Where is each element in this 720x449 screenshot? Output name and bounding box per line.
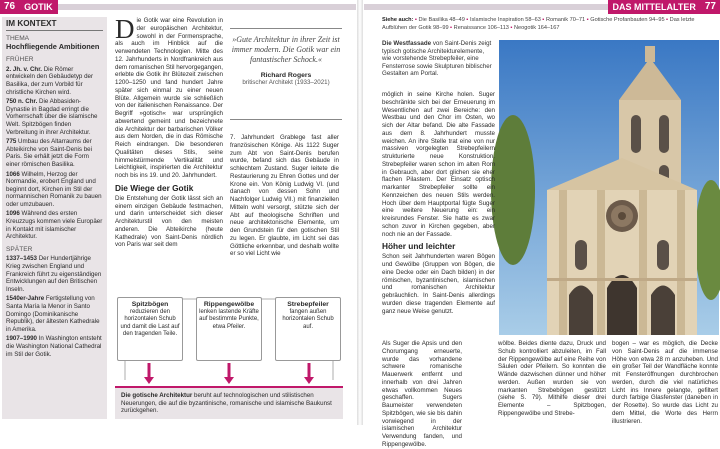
timeline-text: Während des ersten Kreuzzugs kommen viele Europäer in Kontakt mit islamischer Architektur. (6, 210, 103, 241)
box-title: Strebepfeiler (287, 301, 329, 308)
text-column-6 (612, 340, 718, 425)
arrow-down-icon (304, 377, 314, 384)
body-paragraph: Als Suger die Apsis und den Chorumgang erneuerte, wurde das vorhandene schwere romanische Mauerwerk entfernt und innerhalb von drei Jahren etwas vollkommen Neues geschaffen. Sugers Baumeister verwendeten Spitzbögen, wie sie bis dahin vorwiegend in der islamischen Architektur Verwendung fanden, und Rippengewölbe. (382, 340, 462, 448)
sidebar-title: IM KONTEXT (6, 20, 103, 31)
section-heading: Höher und leichter (382, 241, 456, 252)
conclusion-box (115, 386, 343, 419)
bullet-square-icon: ▪ (585, 17, 591, 23)
timeline-year: 1907–1990 (6, 335, 39, 343)
body-paragraph: Die Entstehung der Gotik lässt sich an einem einzigen Gebäude festmachen, und darin unterscheidet sich dieser Architekturstil von den meisten anderen. Die Abteikirche (heute Kathedrale) von Saint-Denis nördlich von Paris war seit dem (115, 194, 223, 249)
see-also-link[interactable]: Neogotik 164–167 (514, 24, 560, 31)
cathedral-photo (499, 40, 719, 335)
pointed-arch-box (117, 297, 183, 361)
caption-lead: Die Westfassade (382, 40, 432, 47)
earlier-timeline (6, 66, 103, 241)
see-also-link[interactable]: Romanik 70–71 (545, 17, 586, 23)
pull-quote (230, 28, 342, 120)
left-page-header (0, 0, 356, 14)
conclusion-lead: Die gotische Architektur (121, 392, 193, 399)
body-paragraph: möglich in seine Kirche holen. Suger beschränkte sich bei der Erneuerung im Wesentlichen auf zwei Bereiche: den Westbau und den Chor im Osten, wo sich der Altar befand. Die alte Fassade aus dem 8. Jahrhundert musste weichen. An ihre Stelle trat eine von nur massiven vorgelegten Strebepfeilern strukturierte neue Konstruktion. Strebepfeiler waren schon im alten Rom in Gebrauch, aber dort glichen sie eher flachen Pilastern. Der Einsatz optisch markanter Strebepfeiler sollte ein Kennzeichen des neuen Stils werden. Hoch über dem Hauptportal fügte Suger eine weitere Neuerung ein: ein kreisrundes Fenster. Sie hatte es zwar schon zuvor in Kirchen gegeben, aber noch nie an der Fassade. (382, 91, 495, 238)
timeline-text: Fertigstellung von Santa María la Menor in Santo Domingo (Dominikanische Republik), der ältesten Kathedrale in Amerika. (6, 295, 100, 333)
timeline-text: Der Hundertjährige Krieg zwischen England und Frankreich führt zu eigenständigen Entwicklungen auf den Britischen Inseln. (6, 255, 102, 293)
timeline-year: 1096 (6, 210, 22, 218)
box-text: lenken lastende Kräfte auf bestimmte Punkte, etwa Pfeiler. (199, 309, 259, 330)
timeline-text: Wilhelm, Herzog der Normandie, erobert England und beginnt dort, Kirchen im Stil der normannischen Romanik zu bauen oder umzubauen. (6, 170, 102, 208)
drop-cap: D (115, 14, 135, 44)
text-column-3 (382, 91, 495, 335)
see-also-label: Siehe auch: (382, 17, 414, 23)
intro-paragraph: ie Gotik war eine Revolution in der europäischen Architektur, sowohl in der Formensprache, als auch im Hinblick auf die verwendeten Technologien. Mitte des 12. Jahrhunderts in Nordfrankreich aus dem romanischen Stil hervorgegangen, erlebte die Gotik ihr Blütezeit zwischen 1200–1250 und fand hundert Jahre später sich einmal zu einer neuen Blüte. Allgemein wurde sie schließlich von der italienischen Renaissance. Der Begriff »gotisch« war ursprünglich abwertend gemeint und bezeichnete die Architektur der barbarischen Völker aus dem Norden, die in das Römische Reich eindrangen. Die besonderen Qualitäten dieses Stils, seine himmelstürmende Vertikalität und Leichtigkeit, inspirierten die Architektur noch bis ins 19. und 20. Jahrhundert. (115, 17, 224, 179)
section-heading: Die Wiege der Gotik (115, 182, 194, 193)
header-rule (364, 4, 608, 10)
later-timeline (6, 255, 103, 358)
right-page-header (364, 0, 720, 14)
body-paragraph: wölbe. Beides diente dazu, Druck und Schub kontrolliert abzuleiten, im Fall der Rippengewölbe auf eine Reihe von Säulen oder Pfeilern. So konnten die Wände dazwischen dünner und höher werden. Außen wurden sie von markanten Strebebögen gestützt (siehe S. 79). Mithilfe dieser drei Elemente – Spitzbogen, Rippengewölbe und Strebe- (498, 340, 606, 417)
theme-label: THEMA (6, 34, 30, 42)
see-also-list (382, 17, 716, 32)
bullet-square-icon: ▪ (448, 24, 454, 31)
timeline-year: 1540er-Jahre (6, 295, 46, 303)
bullet-square-icon: ▪ (540, 17, 546, 23)
quote-author: Richard Rogers (260, 72, 312, 79)
architecture-diagram (115, 285, 343, 385)
rib-vault-box (196, 297, 262, 361)
saint-denis-facade-image (499, 40, 719, 335)
text-column-1 (115, 14, 224, 279)
quote-text: »Gute Architektur in ihrer Zeit ist immer modern. Die Gotik war ein fantastischer Schock.« (231, 35, 341, 64)
bullet-square-icon: ▪ (464, 17, 470, 23)
timeline-entry (6, 138, 103, 168)
right-page-number: 77 (701, 0, 720, 14)
timeline-entry (6, 171, 103, 209)
text-column-2 (230, 134, 339, 279)
see-also-link[interactable]: Gotische Profanbauten 94–95 (590, 17, 665, 23)
body-paragraph: bogen – war es möglich, die Decke von Saint-Denis auf die immense Höhe von etwa 28 m anzuheben. Und ein großer Teil der Wandfläche konnte mit Fensteröffnungen durchbrochen werden, durch die viel natürliches Licht ins Innere gelangte, gefiltert durch farbige Glasfenster (daneben in der Rosette). So wurde das Licht zu dem Mittel, die Worte des Herrn illustrieren. (612, 340, 718, 425)
see-also-link[interactable]: Die Basilika 48–49 (418, 17, 465, 23)
timeline-entry (6, 210, 103, 240)
later-label: SPÄTER (6, 245, 33, 253)
timeline-entry (6, 295, 103, 333)
timeline-text: Die Abbasiden-Dynastie in Bagdad erringt die Vorherrschaft über die islamische Welt. Spitzbögen finden Verbreitung in ihrer Architektur. (6, 98, 98, 136)
bullet-square-icon: ▪ (414, 17, 419, 23)
earlier-label: FRÜHER (6, 56, 34, 64)
timeline-entry (6, 255, 103, 293)
see-also-items (382, 17, 695, 31)
box-text: reduzieren den horizontalen Schub und damit die Last auf den tragenden Teile. (120, 309, 180, 338)
text-column-5 (498, 340, 606, 425)
header-rule (58, 4, 356, 10)
arrow-down-icon (144, 377, 154, 384)
timeline-entry (6, 98, 103, 136)
caption-text: von Saint-Denis zeigt typisch gotische Architekturelemente, wie vorstehende Strebepfeiler, eine Fensterrose sowie Skulpturen biblischer Gestalten am Portal. (382, 40, 492, 77)
timeline-entry (6, 66, 103, 96)
timeline-year: 750 n. Chr. (6, 98, 40, 106)
timeline-year: 1337–1453 (6, 255, 39, 263)
timeline-year: 775 (6, 138, 19, 146)
bullet-square-icon: ▪ (664, 17, 670, 23)
box-title: Spitzbögen (131, 301, 169, 308)
box-title: Rippengewölbe (203, 301, 255, 308)
timeline-text: Die Römer entwickeln den Gebäudetyp der Basilika, der zum Vorbild für christliche Kirchen wird. (6, 65, 94, 96)
bullet-square-icon: ▪ (508, 24, 515, 31)
timeline-year: 2. Jh. v. Chr. (6, 65, 44, 73)
photo-caption (382, 40, 492, 78)
timeline-text: In Washington entsteht die Washington National Cathedral im Stil der Gotik. (6, 335, 102, 358)
arrow-down-icon (224, 377, 234, 384)
quote-author-role: britischer Architekt (1933–2021) (242, 79, 330, 86)
left-page-number: 76 (0, 0, 19, 14)
page-gutter (357, 0, 363, 425)
timeline-entry (6, 335, 103, 358)
see-also-link[interactable]: Islamische Inspiration 58–63 (469, 17, 541, 23)
timeline-year: 1066 (6, 170, 22, 178)
body-paragraph: Schon seit Jahrhunderten waren Bögen und Gewölbe (Gruppen von Bögen, die eine Decke oder ein Dach bilden) in der römischen, byzantinischen, islamischen und romanischen Architektur gebräuchlich. In Saint-Denis allerdings wurden diese tragenden Elemente auf ganz neue Weise genutzt. (382, 253, 495, 315)
left-section-title: GOTIK (19, 0, 58, 14)
context-sidebar (2, 17, 107, 419)
theme-value: Hochfliegende Ambitionen (6, 42, 100, 52)
buttress-box (275, 297, 341, 361)
timeline-text: Umbau des Altarraums der Abteikirche von Saint-Denis bei Paris. Sie erhält jetzt die Form einer römischen Basilika. (6, 138, 92, 168)
conclusion-text: beruht auf technologischen und stilistischen Neuerungen, die auf die byzantinische, romanische und islamische Baukunst zurückgehen. (121, 392, 332, 415)
see-also-link[interactable]: Renaissance 106–113 (453, 24, 509, 31)
body-paragraph: 7. Jahrhundert Grablege fast aller französischen Könige. Als 1122 Suger zum Abt von Saint-Denis berufen wurde, befand sich das Gebäude in schlechtem Zustand. Suger leitete die Restaurierung zu Ehren Gottes und der Krone ein. Von König Ludwig VI. (und danach von dessen Sohn und Nachfolger Ludwig VII.) mit finanziellen Mitteln wohl versorgt, stützte sich der Abt auf theologische Schriften und neue architektonische Elemente, um den Grundstein für den gotischen Stil zu legen. Er glaubte, im Licht sei das Göttliche erkennbar, und deshalb wollte er so viel Licht wie (230, 134, 339, 258)
right-section-title: DAS MITTELALTER (608, 0, 701, 14)
box-text: fangen außen horizontalen Schub auf. (282, 309, 334, 330)
text-column-4 (382, 340, 462, 448)
see-also-link[interactable]: Das letzte Aufblühen der Gotik 98–99 (382, 17, 695, 31)
